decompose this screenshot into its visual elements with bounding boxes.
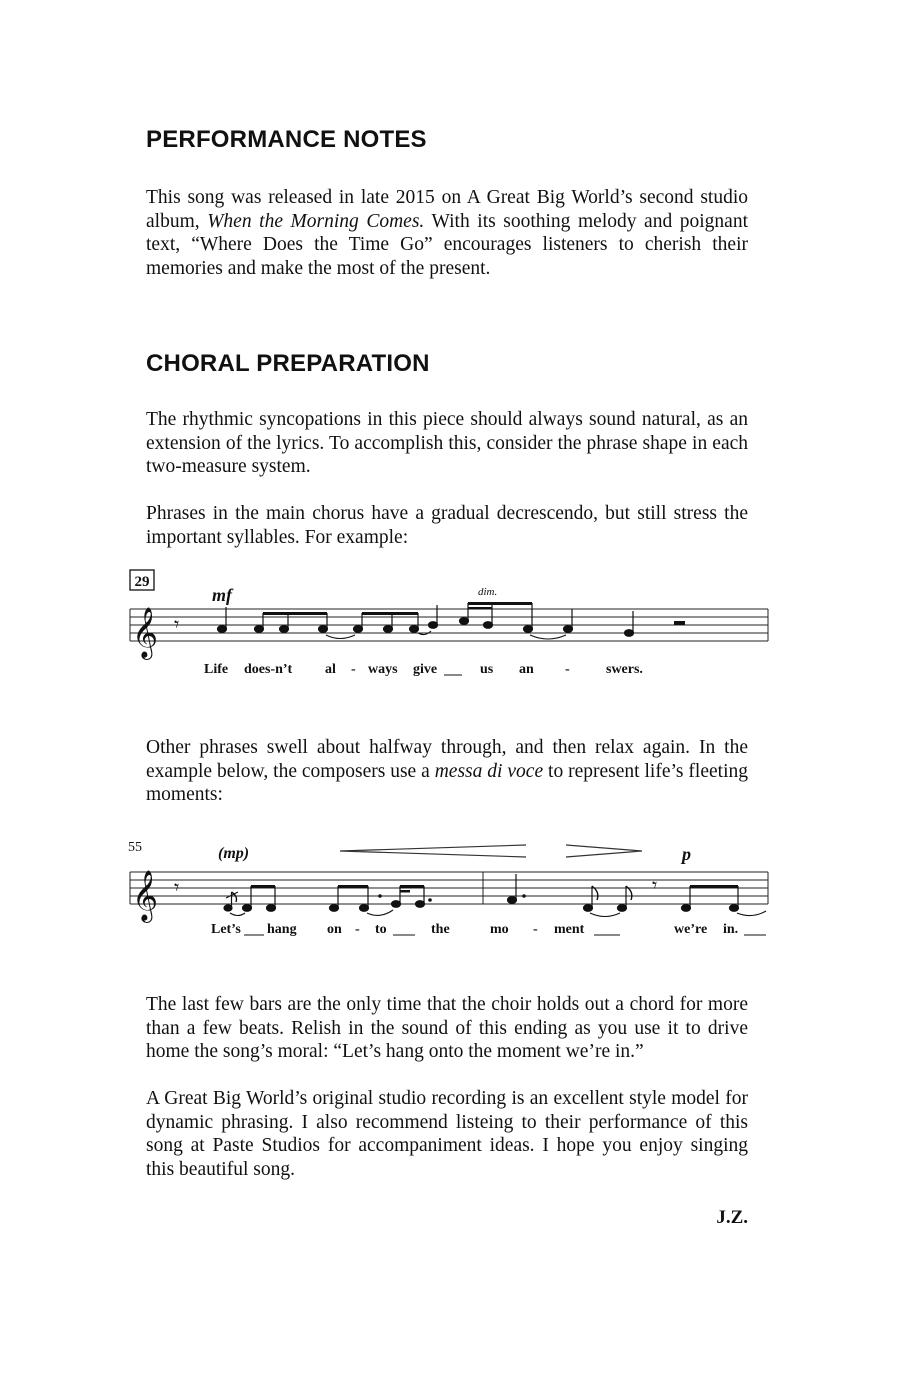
lyric: on: [327, 922, 342, 937]
dynamic-marking-start: (mp): [218, 845, 250, 862]
lyric: -: [565, 662, 570, 677]
staff-lines: [130, 872, 768, 904]
eighth-rest-icon: 𝄾: [174, 614, 180, 636]
beams: [251, 885, 738, 893]
lyric: give: [413, 662, 438, 677]
music-example-55: [0, 834, 900, 944]
ending-paragraph: The last few bars are the only time that the choir holds out a chord for more than a few beats. Relish in the sound of this ending as you use it to drive home the song’s moral: “Let’s hang onto the moment we’re in.”: [146, 994, 748, 1063]
signature: J.Z.: [716, 1207, 748, 1228]
eighth-rest-icon: 𝄾: [652, 875, 658, 897]
messa-di-voce-paragraph: [146, 736, 748, 807]
messa-di-voce-term: messa di voce: [434, 760, 544, 782]
syncopation-paragraph: The rhythmic syncopations in this piece should always sound natural, as an extension of the lyrics. To accomplish this, consider the phrase shape in each two-measure system.: [146, 409, 748, 478]
p4-text-a: Other phrases swell about halfway through, and then relax again. In the example below, the composers use a: [146, 737, 748, 782]
lyric: to: [375, 922, 387, 937]
lyric: ment: [554, 922, 585, 937]
lyric: Life: [204, 662, 229, 677]
lyric: an: [519, 662, 534, 677]
lyric: al: [325, 662, 336, 677]
lyric: -: [351, 662, 356, 677]
lyric: -: [533, 922, 538, 937]
expression-marking: dim.: [478, 586, 498, 598]
lyric: us: [480, 662, 494, 677]
eighth-rest-icon: 𝄾: [174, 877, 180, 899]
half-rest-icon: [674, 621, 685, 625]
treble-clef-icon: 𝄞: [132, 608, 159, 657]
measure-number: 29: [134, 574, 150, 590]
hairpins: [340, 845, 642, 857]
lyric: the: [431, 922, 450, 937]
recording-paragraph: A Great Big World’s original studio recording is an excellent style model for dynamic phrasing. I also recommend listeing to their performance of this song at Paste Studios for accompaniment ideas. I hope you enjoy singing this beautiful song.: [146, 1088, 748, 1180]
chorus-phrases-paragraph: Phrases in the main chorus have a gradual decrescendo, but still stress the important syllables. For example:: [146, 503, 748, 548]
lyric: -: [355, 922, 360, 937]
p4-text-b: to represent life’s fleeting moments:: [146, 760, 748, 806]
lyric: we’re: [674, 922, 708, 937]
lyric: in.: [723, 922, 739, 937]
lyric: hang: [267, 922, 297, 937]
decrescendo-hairpin: [566, 845, 642, 857]
music-example-29: [0, 565, 900, 685]
lyrics: [211, 922, 766, 937]
performance-notes-paragraph: [146, 186, 748, 280]
treble-clef-icon: 𝄞: [132, 871, 159, 920]
p1-text-a: This song was released in late 2015 on A Great Big World’s second studio album,: [146, 187, 748, 232]
lyric: does-n’t: [244, 662, 293, 677]
performance-notes-heading: PERFORMANCE NOTES: [146, 126, 427, 153]
choral-preparation-heading: CHORAL PREPARATION: [146, 350, 430, 377]
lyric: Let’s: [211, 922, 241, 937]
dynamic-marking: mf: [212, 585, 232, 605]
album-title: When the Morning Comes.: [207, 210, 425, 232]
crescendo-hairpin: [340, 845, 526, 857]
lyrics: [204, 662, 643, 677]
measure-number: 55: [128, 840, 142, 855]
dynamic-marking-end: p: [682, 844, 691, 864]
notes: [218, 603, 634, 636]
p1-text-b: With its soothing melody and poignant text, “Where Does the Time Go” encourages listeners to cherish their memories and make the most of the present.: [146, 210, 748, 279]
lyric: ways: [368, 662, 398, 677]
lyric: swers.: [606, 662, 643, 677]
lyric: mo: [490, 922, 509, 937]
